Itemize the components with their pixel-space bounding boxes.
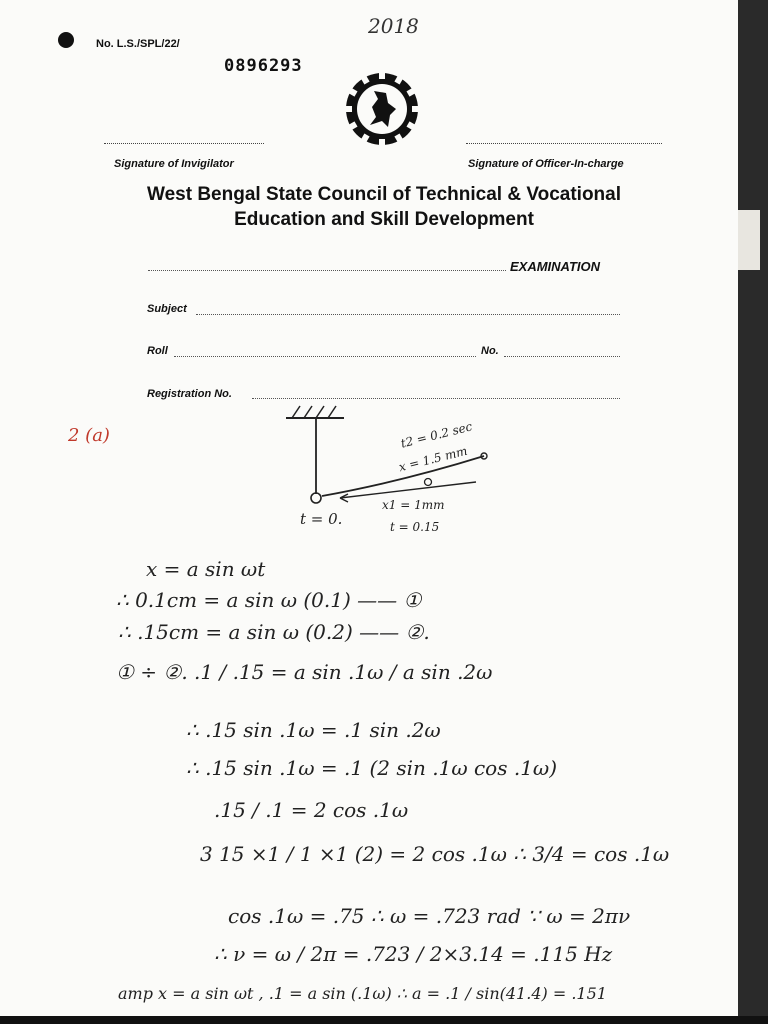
solution-line: cos .1ω = .75 ∴ ω = .723 rad ∵ ω = 2πν [228, 904, 631, 928]
solution-line: 3 15 ×1 / 1 ×1 (2) = 2 cos .1ω ∴ 3/4 = cos .1ω [200, 842, 670, 866]
roll-field-line [174, 356, 476, 357]
scan-edge-paper [738, 210, 760, 270]
subject-label: Subject [147, 303, 187, 315]
council-title-line2: Education and Skill Development [234, 209, 534, 230]
examination-label: EXAMINATION [510, 259, 601, 274]
solution-line: ∴ .15 sin .1ω = .1 (2 sin .1ω cos .1ω) [186, 756, 558, 780]
invigilator-signature-line [104, 143, 264, 144]
officer-signature-line [466, 143, 662, 144]
diagram-label-t2: t2 = 0.2 sec [399, 419, 474, 451]
diagram-label-x1: x1 = 1mm [382, 498, 445, 512]
solution-line: ∴ .15 sin .1ω = .1 sin .2ω [186, 718, 441, 742]
registration-field-line [252, 398, 620, 399]
solution-line: .15 / .1 = 2 cos .1ω [214, 798, 409, 822]
solution-line: x = a sin ωt [146, 557, 266, 581]
no-field-line [504, 356, 620, 357]
council-title-line1: West Bengal State Council of Technical & Vocational [146, 184, 622, 205]
scan-edge [738, 0, 768, 1024]
solution-line: ∴ 0.1cm = a sin ω (0.1) —— ① [116, 588, 422, 612]
roll-label: Roll [147, 345, 168, 357]
invigilator-signature-label: Signature of Invigilator [114, 158, 234, 170]
registration-label: Registration No. [147, 388, 232, 400]
diagram-label-t0: t = 0. [300, 510, 343, 528]
examination-field-line [148, 270, 506, 271]
handwritten-year: 2018 [368, 14, 419, 38]
council-emblem-icon [337, 70, 427, 148]
solution-line: ① ÷ ②. .1 / .15 = a sin .1ω / a sin .2ω [116, 660, 493, 684]
no-label: No. [481, 345, 499, 357]
solution-line: ∴ .15cm = a sin ω (0.2) —— ②. [118, 620, 430, 644]
solution-line: amp x = a sin ωt , .1 = a sin (.1ω) ∴ a = .1 / sin(41.4) = .151 [118, 984, 607, 1003]
officer-signature-label: Signature of Officer-In-charge [468, 158, 624, 170]
diagram-label-t1: t = 0.15 [390, 520, 440, 534]
solution-line: ∴ ν = ω / 2π = .723 / 2×3.14 = .115 Hz [214, 942, 613, 966]
question-label: 2 (a) [68, 425, 110, 446]
subject-field-line [196, 314, 620, 315]
punch-hole-mark [58, 32, 74, 48]
diagram-label-x2: x = 1.5 mm [397, 443, 469, 475]
reference-number: No. L.S./SPL/22/ [96, 38, 180, 50]
serial-number: 0896293 [224, 56, 303, 76]
scan-bottom-edge [0, 1016, 768, 1024]
